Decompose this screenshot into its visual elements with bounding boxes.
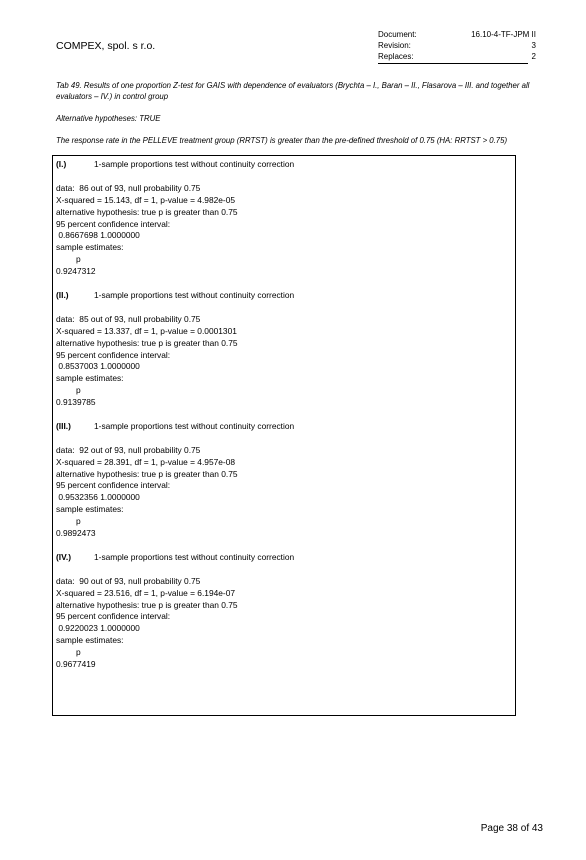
ci-values: 0.8537003 1.0000000 <box>56 361 140 372</box>
estimate-variable: p <box>76 385 81 396</box>
section-title-row <box>56 290 515 302</box>
estimate-variable: p <box>76 254 81 265</box>
replaces-value: 2 <box>531 52 536 61</box>
test-section-2 <box>56 290 515 421</box>
data-line: data: 86 out of 93, null probability 0.75 <box>56 182 201 193</box>
section-title-row <box>56 421 515 433</box>
section-tag: (IV.) <box>56 551 72 562</box>
xsquared-line: X-squared = 13.337, df = 1, p-value = 0.0001301 <box>56 325 237 336</box>
estimates-label: sample estimates: <box>56 635 124 646</box>
xsquared-line: X-squared = 28.391, df = 1, p-value = 4.957e-08 <box>56 456 236 467</box>
section-tag: (III.) <box>56 420 71 431</box>
blank-line <box>56 278 515 290</box>
blank-line <box>56 171 515 183</box>
alt-hypotheses-note: Alternative hypotheses: TRUE <box>56 114 161 123</box>
document-value: 16.10-4-TF-JPM II <box>471 30 536 39</box>
data-line: data: 85 out of 93, null probability 0.75 <box>56 313 201 324</box>
alternative-line: alternative hypothesis: true p is greater than 0.75 <box>56 468 238 479</box>
blank-line <box>56 564 515 576</box>
header-divider <box>378 63 528 64</box>
data-line: data: 90 out of 93, null probability 0.75 <box>56 575 201 586</box>
section-title-row <box>56 159 515 171</box>
estimates-label: sample estimates: <box>56 242 124 253</box>
section-title: 1-sample proportions test without continuity correction <box>94 551 295 562</box>
xsquared-line: X-squared = 23.516, df = 1, p-value = 6.194e-07 <box>56 587 236 598</box>
estimates-label: sample estimates: <box>56 373 124 384</box>
page-number: Page 38 of 43 <box>480 823 543 834</box>
estimates-label: sample estimates: <box>56 504 124 515</box>
test-section-4 <box>56 552 515 671</box>
section-tag: (II.) <box>56 289 69 300</box>
section-title: 1-sample proportions test without continuity correction <box>94 159 295 169</box>
blank-line <box>56 540 515 552</box>
ci-label: 95 percent confidence interval: <box>56 480 171 491</box>
estimate-value: 0.9247312 <box>56 266 96 277</box>
estimate-variable: p <box>76 647 81 658</box>
test-section-1 <box>56 159 515 290</box>
blank-line <box>56 302 515 314</box>
alternative-line: alternative hypothesis: true p is greater than 0.75 <box>56 337 238 348</box>
hypothesis-statement: The response rate in the PELLEVE treatment group (RRTST) is greater than the pre-defined threshold of 0.75 (HA: RRTST > 0.75) <box>56 136 508 145</box>
section-title: 1-sample proportions test without continuity correction <box>94 289 295 300</box>
estimate-value: 0.9139785 <box>56 397 96 408</box>
estimate-value: 0.9892473 <box>56 528 96 539</box>
ci-label: 95 percent confidence interval: <box>56 218 171 229</box>
test-results-box <box>52 155 516 716</box>
ci-label: 95 percent confidence interval: <box>56 349 171 360</box>
data-line: data: 92 out of 93, null probability 0.75 <box>56 444 201 455</box>
alternative-line: alternative hypothesis: true p is greater than 0.75 <box>56 206 238 217</box>
company-name: COMPEX, spol. s r.o. <box>56 40 156 52</box>
ci-values: 0.8667698 1.0000000 <box>56 230 140 241</box>
section-title: 1-sample proportions test without continuity correction <box>94 420 295 431</box>
xsquared-line: X-squared = 15.143, df = 1, p-value = 4.982e-05 <box>56 194 236 205</box>
blank-line <box>56 409 515 421</box>
ci-label: 95 percent confidence interval: <box>56 611 171 622</box>
ci-values: 0.9220023 1.0000000 <box>56 623 140 634</box>
blank-line <box>56 433 515 445</box>
section-title-row <box>56 552 515 564</box>
section-tag: (I.) <box>56 159 67 169</box>
test-section-3 <box>56 421 515 552</box>
revision-label: Revision: <box>378 41 411 50</box>
document-label: Document: <box>378 30 417 39</box>
revision-value: 3 <box>531 41 536 50</box>
estimate-variable: p <box>76 516 81 527</box>
table-caption: Tab 49. Results of one proportion Z-test for GAIS with dependence of evaluators (Brychta – I., Baran – II., Flasarova – III. and together all evaluators – IV.) in control group <box>56 81 530 101</box>
estimate-value: 0.9677419 <box>56 659 96 670</box>
alternative-line: alternative hypothesis: true p is greater than 0.75 <box>56 599 238 610</box>
replaces-label: Replaces: <box>378 52 414 61</box>
ci-values: 0.9532356 1.0000000 <box>56 492 140 503</box>
